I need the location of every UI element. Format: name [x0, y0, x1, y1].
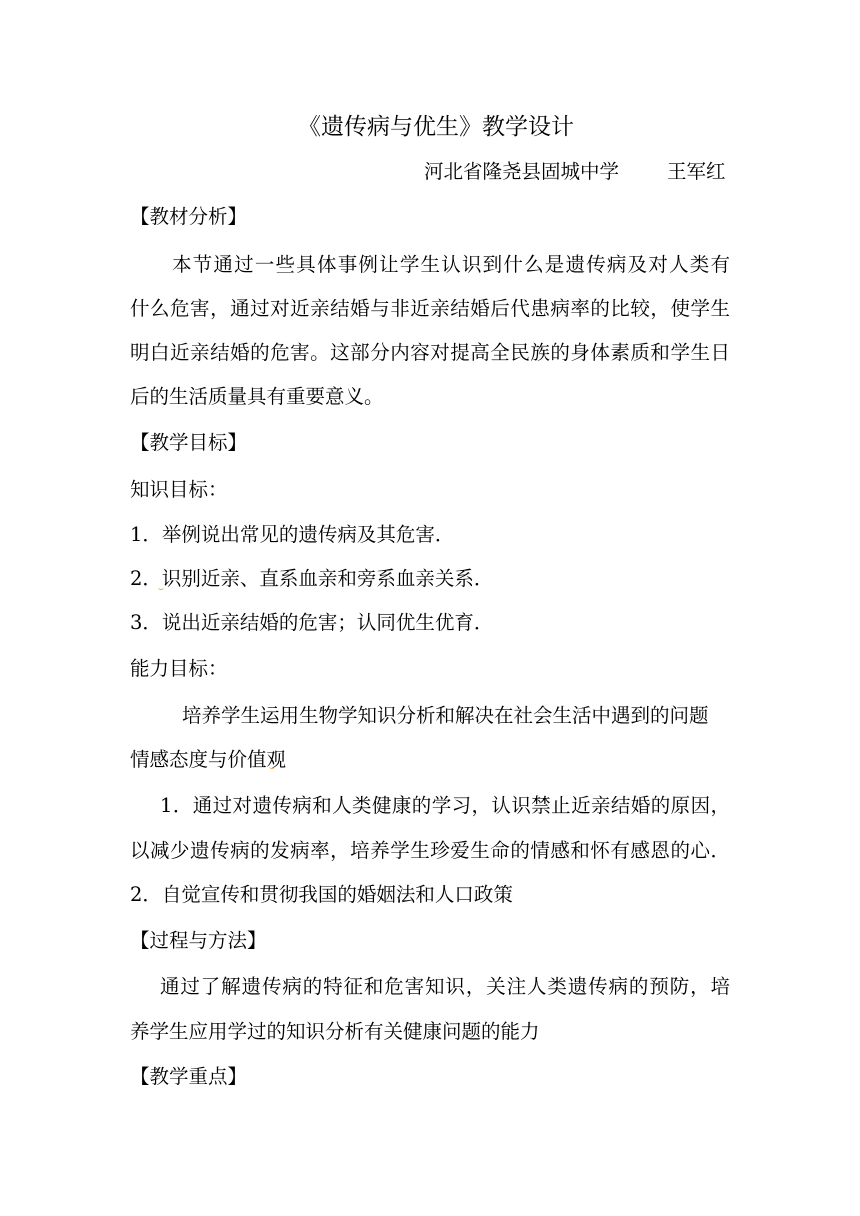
ability-goals-text: 培养学生运用生物学知识分析和解决在社会生活中遇到的问题: [182, 704, 709, 727]
paragraph-line: 通过了解遗传病的特征和危害知识，关注人类遗传病的预防，培: [160, 975, 730, 998]
paragraph-line: 什么危害，通过对近亲结婚与非近亲结婚后代患病率的比较，使学生: [130, 297, 730, 320]
paragraph-line: 养学生应用学过的知识分析有关健康问题的能力: [130, 1020, 540, 1043]
document-title: 《遗传病与优生》教学设计: [298, 114, 574, 140]
paragraph-line: 明白近亲结婚的危害。这部分内容对提高全民族的身体素质和学生日: [130, 341, 730, 364]
attitude-goals-label: 情感态度与价值观: [130, 748, 287, 771]
knowledge-goals-label: 知识目标：: [130, 478, 228, 501]
paragraph-line: 本节通过一些具体事例让学生认识到什么是遗传病及对人类有: [172, 253, 730, 276]
list-item: 1．通过对遗传病和人类健康的学习，认识禁止近亲结婚的原因，: [160, 794, 730, 817]
ability-goals-label: 能力目标：: [130, 657, 228, 680]
list-item: 2．自觉宣传和贯彻我国的婚姻法和人口政策: [130, 883, 513, 906]
section-heading-teaching-focus: 【教学重点】: [130, 1065, 248, 1088]
list-item-continuation: 以减少遗传病的发病率，培养学生珍爱生命的情感和怀有感恩的心．: [130, 839, 730, 862]
author-name: 王军红: [667, 160, 726, 183]
paragraph-line: 后的生活质量具有重要意义。: [130, 385, 384, 408]
list-item: 3．说出近亲结婚的危害；认同优生优育．: [130, 611, 494, 634]
school-name: 河北省隆尧县固城中学: [424, 160, 620, 183]
list-item: 2．识别近亲、直系血亲和旁系血亲关系．: [130, 567, 494, 590]
section-heading-process-method: 【过程与方法】: [130, 929, 267, 952]
section-heading-teaching-goals: 【教学目标】: [130, 431, 248, 454]
section-heading-textbook-analysis: 【教材分析】: [130, 205, 248, 228]
list-item: 1．举例说出常见的遗传病及其危害．: [130, 523, 455, 546]
